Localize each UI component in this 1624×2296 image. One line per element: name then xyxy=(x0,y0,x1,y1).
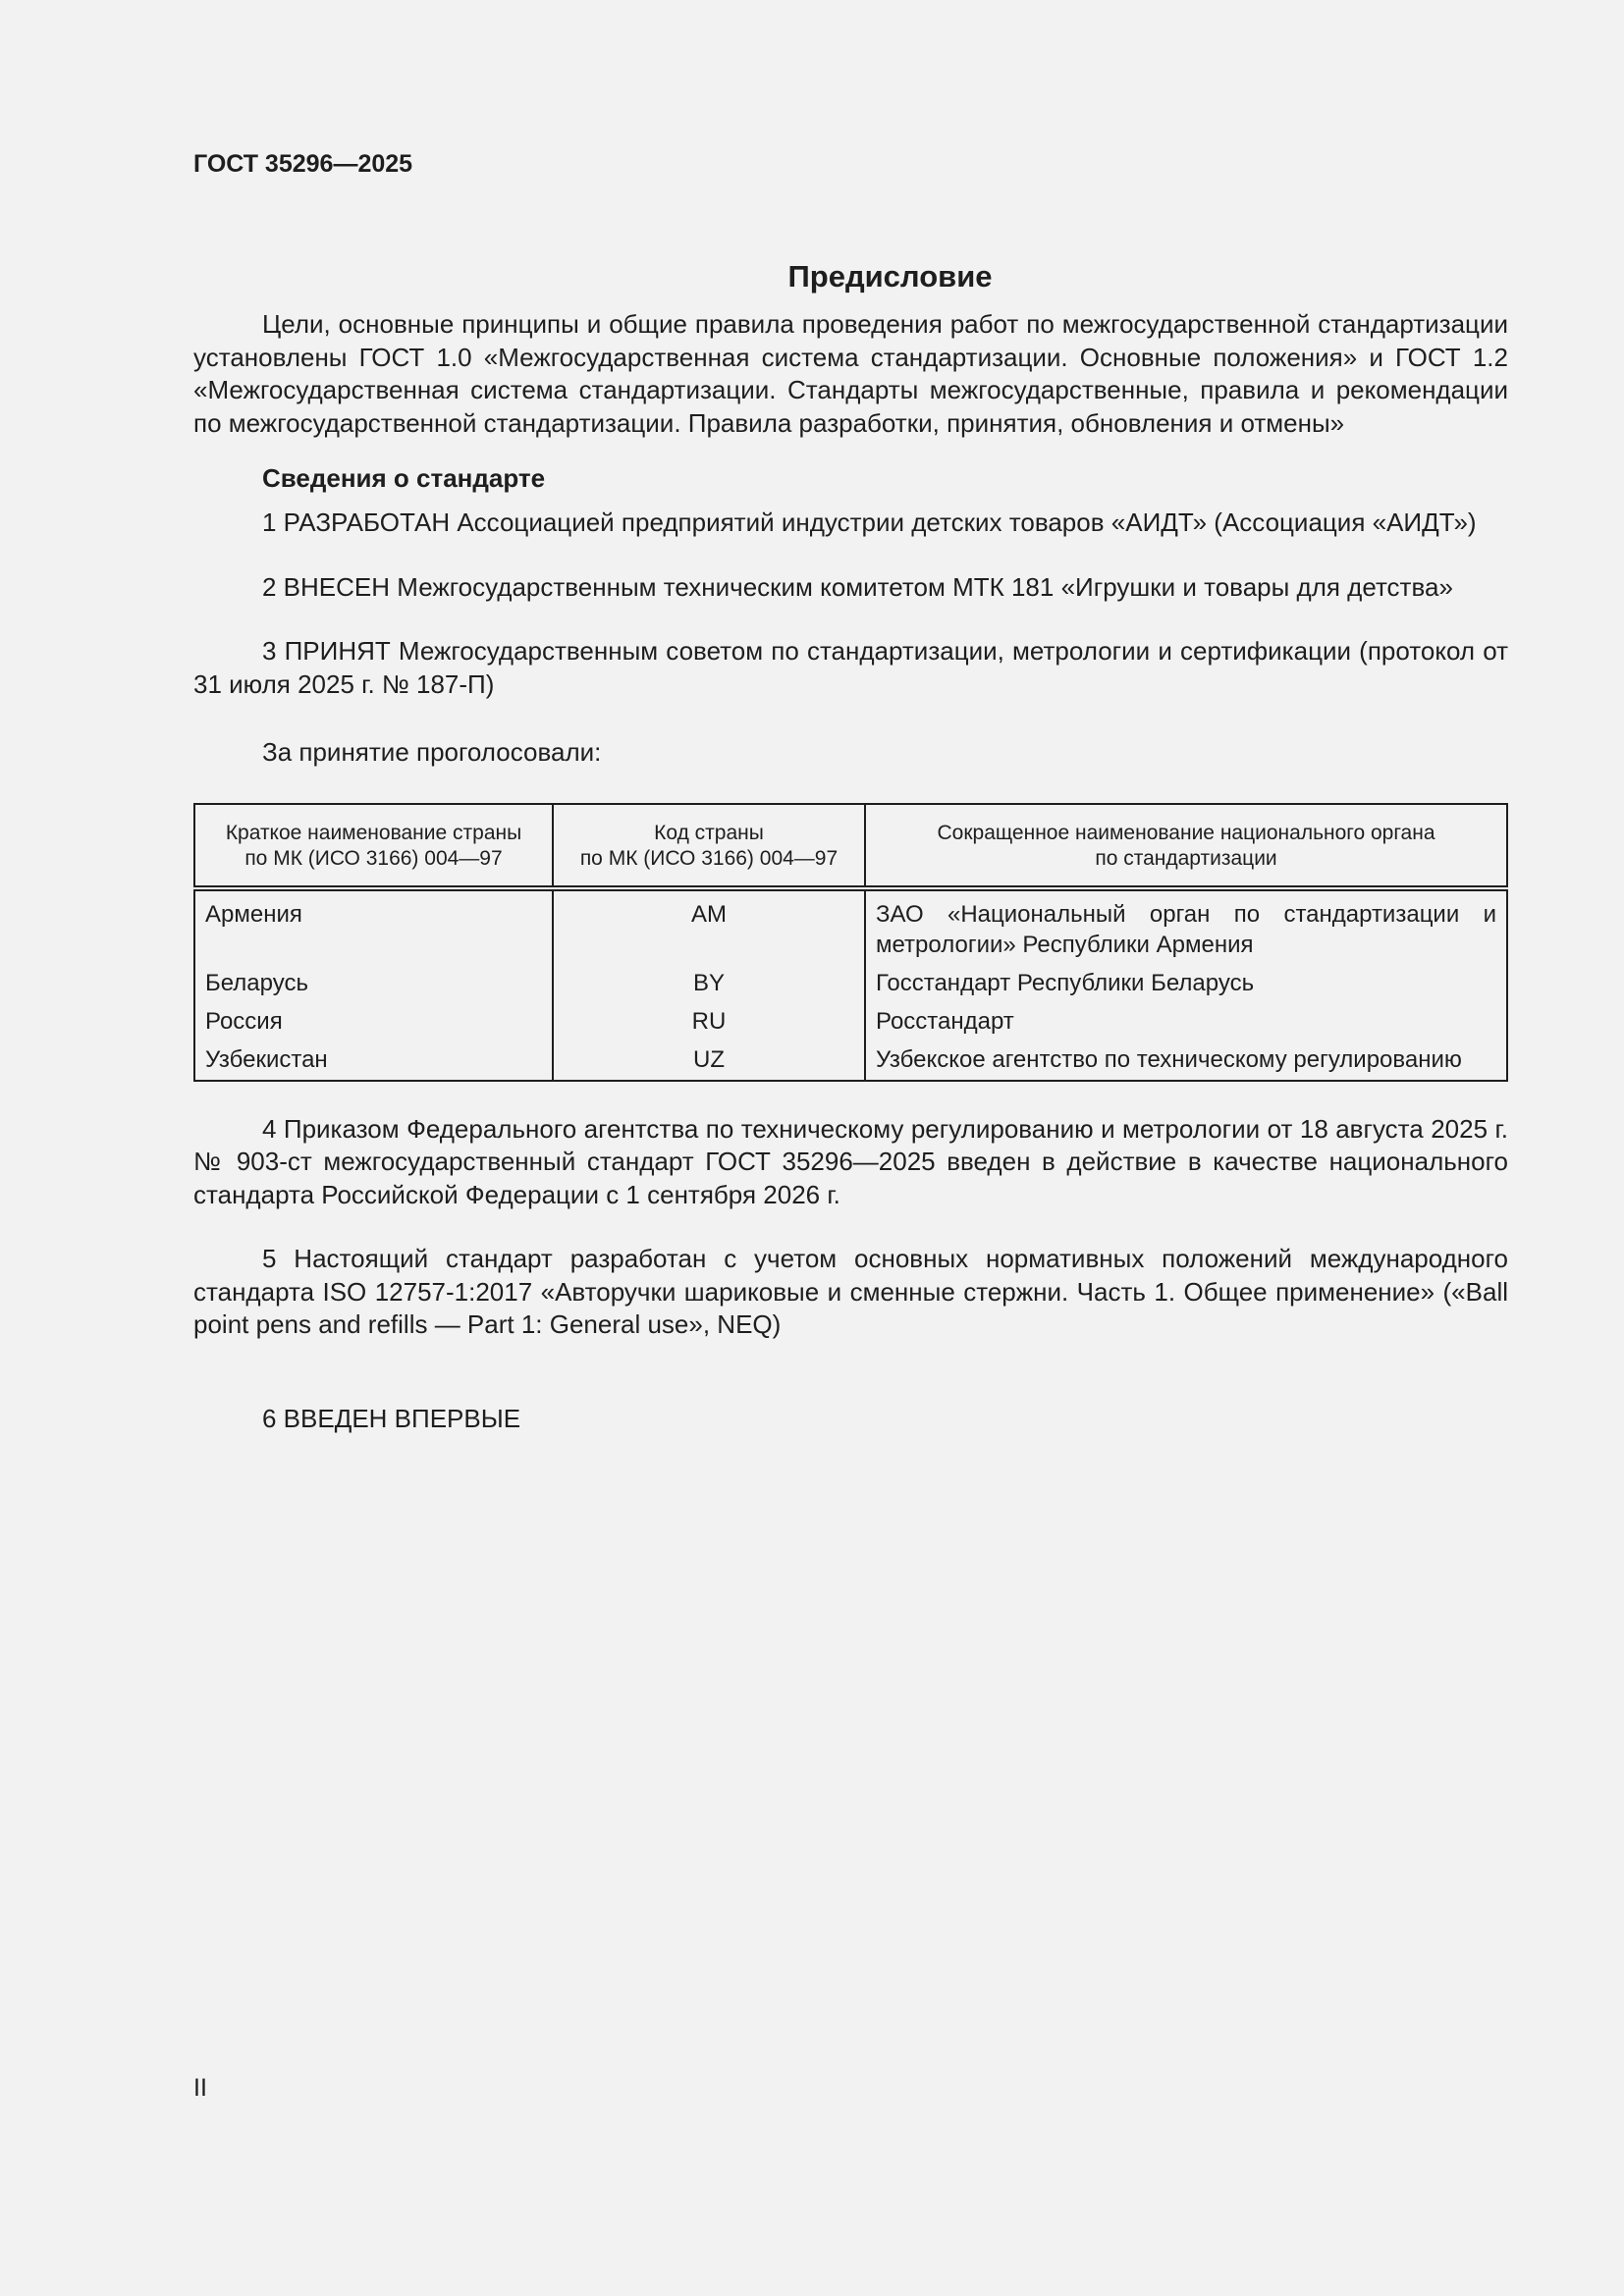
national-body-cell: Госстандарт Республики Беларусь xyxy=(865,963,1507,1001)
page-title: Предисловие xyxy=(787,259,993,294)
info-heading: Сведения о стандарте xyxy=(262,463,546,493)
header-country-name xyxy=(194,804,553,888)
country-name-cell: Армения xyxy=(194,888,553,963)
country-code-cell: AM xyxy=(553,888,865,963)
country-code-cell: UZ xyxy=(553,1040,865,1081)
national-body-cell: Узбекское агентство по техническому регулированию xyxy=(865,1040,1507,1081)
table-header-row xyxy=(194,804,1507,888)
voted-label: За принятие проголосовали: xyxy=(262,737,602,767)
item-submitted: 2 ВНЕСЕН Межгосударственным техническим комитетом МТК 181 «Игрушки и товары для детства» xyxy=(262,571,1453,602)
document-code: ГОСТ 35296—2025 xyxy=(193,150,413,178)
country-code-cell: BY xyxy=(553,963,865,1001)
country-name-cell: Узбекистан xyxy=(194,1040,553,1081)
country-code-cell: RU xyxy=(553,1001,865,1040)
intro-paragraph: Цели, основные принципы и общие правила проведения работ по межгосударственной стандартизации установлены ГОСТ 1.0 «Межгосударственная система стандартизации. Основные положения» и ГОСТ 1.2 «Межгосударственная система стандартизации. Стандарты межгосударственные, правила и рекомендации по межгосударственной стандартизации. Правила разработки, принятия, обновления и отмены» xyxy=(193,309,1508,438)
header-country-code-text: Код страны по МК (ИСО 3166) 004—97 xyxy=(579,821,839,870)
page-number: II xyxy=(193,2074,207,2102)
table-row xyxy=(194,963,1507,1001)
item-enacted: 4 Приказом Федерального агентства по техническому регулированию и метрологии от 18 августа 2025 г. № 903-ст межгосударственный стандарт ГОСТ 35296—2025 введен в действие в качестве национального стандарта Российской Федерации с 1 сентября 2026 г. xyxy=(193,1113,1508,1209)
item-based-on: 5 Настоящий стандарт разработан с учетом основных нормативных положений международного стандарта ISO 12757-1:2017 «Авторучки шариковые и сменные стержни. Часть 1. Общее применение» («Ball point pens and refills — Part 1: General use», NEQ) xyxy=(193,1244,1508,1339)
header-national-body-text: Сокращенное наименование национального органа по стандартизации xyxy=(937,821,1435,870)
item-adopted: 3 ПРИНЯТ Межгосударственным советом по стандартизации, метрологии и сертификации (протокол от 31 июля 2025 г. № 187-П) xyxy=(193,636,1508,699)
table-row xyxy=(194,888,1507,963)
header-country-name-text: Краткое наименование страны по МК (ИСО 3166) 004—97 xyxy=(225,821,522,870)
item-introduced: 6 ВВЕДЕН ВПЕРВЫЕ xyxy=(262,1403,521,1433)
document-page xyxy=(193,147,1508,1435)
header-country-code xyxy=(553,804,865,888)
country-name-cell: Беларусь xyxy=(194,963,553,1001)
country-name-cell: Россия xyxy=(194,1001,553,1040)
national-body-cell: Росстандарт xyxy=(865,1001,1507,1040)
item-developed: 1 РАЗРАБОТАН Ассоциацией предприятий индустрии детских товаров «АИДТ» (Ассоциация «АИДТ») xyxy=(262,507,1477,537)
national-body-cell: ЗАО «Национальный орган по стандартизации и метрологии» Республики Армения xyxy=(865,888,1507,963)
table-row xyxy=(194,1001,1507,1040)
header-national-body xyxy=(865,804,1507,888)
voting-table xyxy=(193,803,1508,1082)
table-row xyxy=(194,1040,1507,1081)
